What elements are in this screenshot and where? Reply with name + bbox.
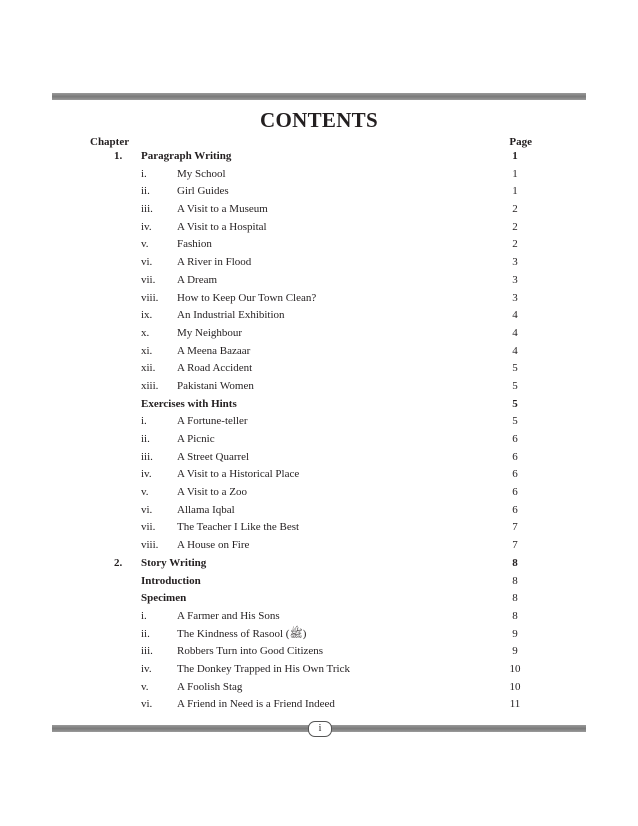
toc-title: Specimen bbox=[141, 592, 187, 605]
toc-page-number: 1 bbox=[512, 167, 518, 180]
toc-item-row bbox=[0, 519, 638, 537]
toc-title: Exercises with Hints bbox=[141, 397, 237, 410]
toc-number: 1. bbox=[114, 150, 123, 162]
toc-number: xiii. bbox=[141, 379, 159, 392]
toc-item-row bbox=[0, 679, 638, 697]
toc-chapter-row bbox=[0, 555, 638, 573]
toc-item-row bbox=[0, 626, 638, 644]
toc-item-row bbox=[0, 643, 638, 661]
toc-number: xii. bbox=[141, 362, 156, 375]
toc-page-number: 5 bbox=[512, 415, 518, 428]
toc-number: iii. bbox=[141, 450, 153, 463]
toc-title: A Visit to a Museum bbox=[177, 203, 268, 216]
toc-title: A Friend in Need is a Friend Indeed bbox=[177, 698, 335, 711]
toc-page-number: 3 bbox=[512, 291, 518, 304]
toc-title: My Neighbour bbox=[177, 326, 243, 339]
toc-title: The Teacher I Like the Best bbox=[177, 521, 300, 534]
toc-title: Allama Iqbal bbox=[177, 503, 235, 516]
toc-page-number: 6 bbox=[512, 486, 518, 499]
toc-number: vii. bbox=[141, 273, 156, 286]
toc-page-number: 5 bbox=[512, 362, 518, 375]
toc-title: Pakistani Women bbox=[177, 379, 254, 392]
toc-item-row bbox=[0, 236, 638, 254]
toc-item-row bbox=[0, 466, 638, 484]
toc-item-row bbox=[0, 484, 638, 502]
toc-number: x. bbox=[141, 326, 150, 339]
toc-item-row bbox=[0, 413, 638, 431]
toc-title: A Dream bbox=[177, 273, 218, 286]
toc-number: vii. bbox=[141, 521, 156, 534]
table-of-contents bbox=[0, 148, 638, 714]
toc-item-row bbox=[0, 449, 638, 467]
toc-title: A Farmer and His Sons bbox=[177, 609, 280, 622]
toc-item-row bbox=[0, 537, 638, 555]
chapter-column-header: Chapter bbox=[90, 136, 130, 148]
toc-page-number: 6 bbox=[512, 468, 518, 481]
toc-item-row bbox=[0, 661, 638, 679]
toc-page-number: 4 bbox=[512, 344, 518, 357]
toc-title: An Industrial Exhibition bbox=[177, 309, 285, 322]
toc-number: i. bbox=[141, 167, 147, 180]
toc-title: A Meena Bazaar bbox=[177, 344, 251, 357]
toc-title: Story Writing bbox=[141, 556, 207, 569]
toc-number: ii. bbox=[141, 433, 150, 445]
toc-page-number: 11 bbox=[509, 698, 521, 711]
toc-page-number: 7 bbox=[512, 521, 518, 534]
toc-item-row bbox=[0, 431, 638, 449]
toc-page-number: 5 bbox=[512, 379, 518, 392]
toc-title: Girl Guides bbox=[177, 185, 229, 198]
toc-title: How to Keep Our Town Clean? bbox=[177, 291, 317, 304]
toc-page-number: 10 bbox=[509, 662, 521, 675]
toc-title: A House on Fire bbox=[177, 539, 250, 552]
toc-item-row bbox=[0, 254, 638, 272]
toc-title: My School bbox=[177, 167, 226, 180]
toc-number: iv. bbox=[141, 662, 152, 675]
toc-item-row bbox=[0, 290, 638, 308]
toc-item-row bbox=[0, 696, 638, 714]
toc-item-row bbox=[0, 608, 638, 626]
toc-page-number: 9 bbox=[512, 645, 518, 658]
toc-number: ix. bbox=[141, 309, 153, 322]
toc-number: i. bbox=[141, 609, 147, 622]
toc-title: A River in Flood bbox=[177, 256, 252, 269]
toc-page-number: 1 bbox=[512, 150, 518, 162]
toc-number: v. bbox=[141, 486, 149, 499]
toc-number: v. bbox=[141, 238, 149, 251]
toc-item-row bbox=[0, 325, 638, 343]
toc-page-number: 8 bbox=[512, 574, 518, 587]
toc-number: viii. bbox=[141, 291, 159, 304]
toc-title: Paragraph Writing bbox=[141, 150, 232, 162]
toc-title: A Visit to a Zoo bbox=[177, 486, 248, 499]
toc-page-number: 3 bbox=[512, 273, 518, 286]
toc-item-row bbox=[0, 307, 638, 325]
toc-item-row bbox=[0, 378, 638, 396]
toc-number: iii. bbox=[141, 645, 153, 658]
toc-page-number: 5 bbox=[512, 397, 518, 410]
toc-page-number: 4 bbox=[512, 309, 518, 322]
toc-number: vi. bbox=[141, 698, 153, 711]
toc-item-row bbox=[0, 502, 638, 520]
toc-title: A Picnic bbox=[177, 433, 215, 445]
page-number: i bbox=[308, 721, 332, 737]
toc-page-number: 1 bbox=[512, 185, 518, 198]
toc-item-row bbox=[0, 219, 638, 237]
toc-item-row bbox=[0, 360, 638, 378]
toc-section-row bbox=[0, 590, 638, 608]
toc-page-number: 6 bbox=[512, 450, 518, 463]
toc-page-number: 2 bbox=[512, 238, 518, 251]
toc-page-number: 6 bbox=[512, 503, 518, 516]
toc-chapter-row bbox=[0, 148, 638, 166]
toc-number: xi. bbox=[141, 344, 153, 357]
toc-page-number: 8 bbox=[512, 609, 518, 622]
toc-number: ii. bbox=[141, 185, 150, 198]
toc-section-row bbox=[0, 396, 638, 414]
toc-section-row bbox=[0, 573, 638, 591]
toc-item-row bbox=[0, 183, 638, 201]
toc-title: A Visit to a Hospital bbox=[177, 220, 267, 233]
toc-page-number: 8 bbox=[512, 592, 518, 605]
toc-number: iv. bbox=[141, 468, 152, 481]
page-title: CONTENTS bbox=[260, 108, 378, 132]
toc-page-number: 4 bbox=[512, 326, 518, 339]
toc-title: A Road Accident bbox=[177, 362, 253, 375]
toc-title: The Donkey Trapped in His Own Trick bbox=[177, 662, 350, 675]
toc-page-number: 10 bbox=[509, 680, 521, 693]
toc-page-number: 2 bbox=[512, 220, 518, 233]
toc-item-row bbox=[0, 201, 638, 219]
toc-number: iv. bbox=[141, 220, 152, 233]
toc-title: A Fortune-teller bbox=[177, 415, 248, 428]
toc-number: vi. bbox=[141, 256, 153, 269]
page-column-header: Page bbox=[509, 136, 532, 148]
toc-page-number: 2 bbox=[512, 203, 518, 216]
toc-page-number: 8 bbox=[512, 556, 518, 569]
toc-number: i. bbox=[141, 415, 147, 428]
toc-title: Fashion bbox=[177, 238, 212, 251]
toc-number: ii. bbox=[141, 627, 150, 640]
toc-item-row bbox=[0, 166, 638, 184]
toc-page-number: 7 bbox=[512, 539, 518, 552]
toc-number: v. bbox=[141, 680, 149, 693]
toc-title: Robbers Turn into Good Citizens bbox=[177, 645, 324, 658]
top-rule bbox=[52, 93, 586, 100]
toc-item-row bbox=[0, 343, 638, 361]
toc-title: A Foolish Stag bbox=[177, 680, 243, 693]
toc-title: Introduction bbox=[141, 574, 201, 587]
toc-page-number: 3 bbox=[512, 256, 518, 269]
toc-number: iii. bbox=[141, 203, 153, 216]
toc-number: 2. bbox=[114, 556, 123, 569]
toc-title: A Street Quarrel bbox=[177, 450, 250, 463]
toc-title: The Kindness of Rasool (ﷺ) bbox=[177, 627, 307, 640]
toc-number: viii. bbox=[141, 539, 159, 552]
toc-page-number: 6 bbox=[512, 433, 518, 445]
toc-page-number: 9 bbox=[512, 627, 518, 640]
toc-title: A Visit to a Historical Place bbox=[177, 468, 300, 481]
toc-number: vi. bbox=[141, 503, 153, 516]
toc-item-row bbox=[0, 272, 638, 290]
